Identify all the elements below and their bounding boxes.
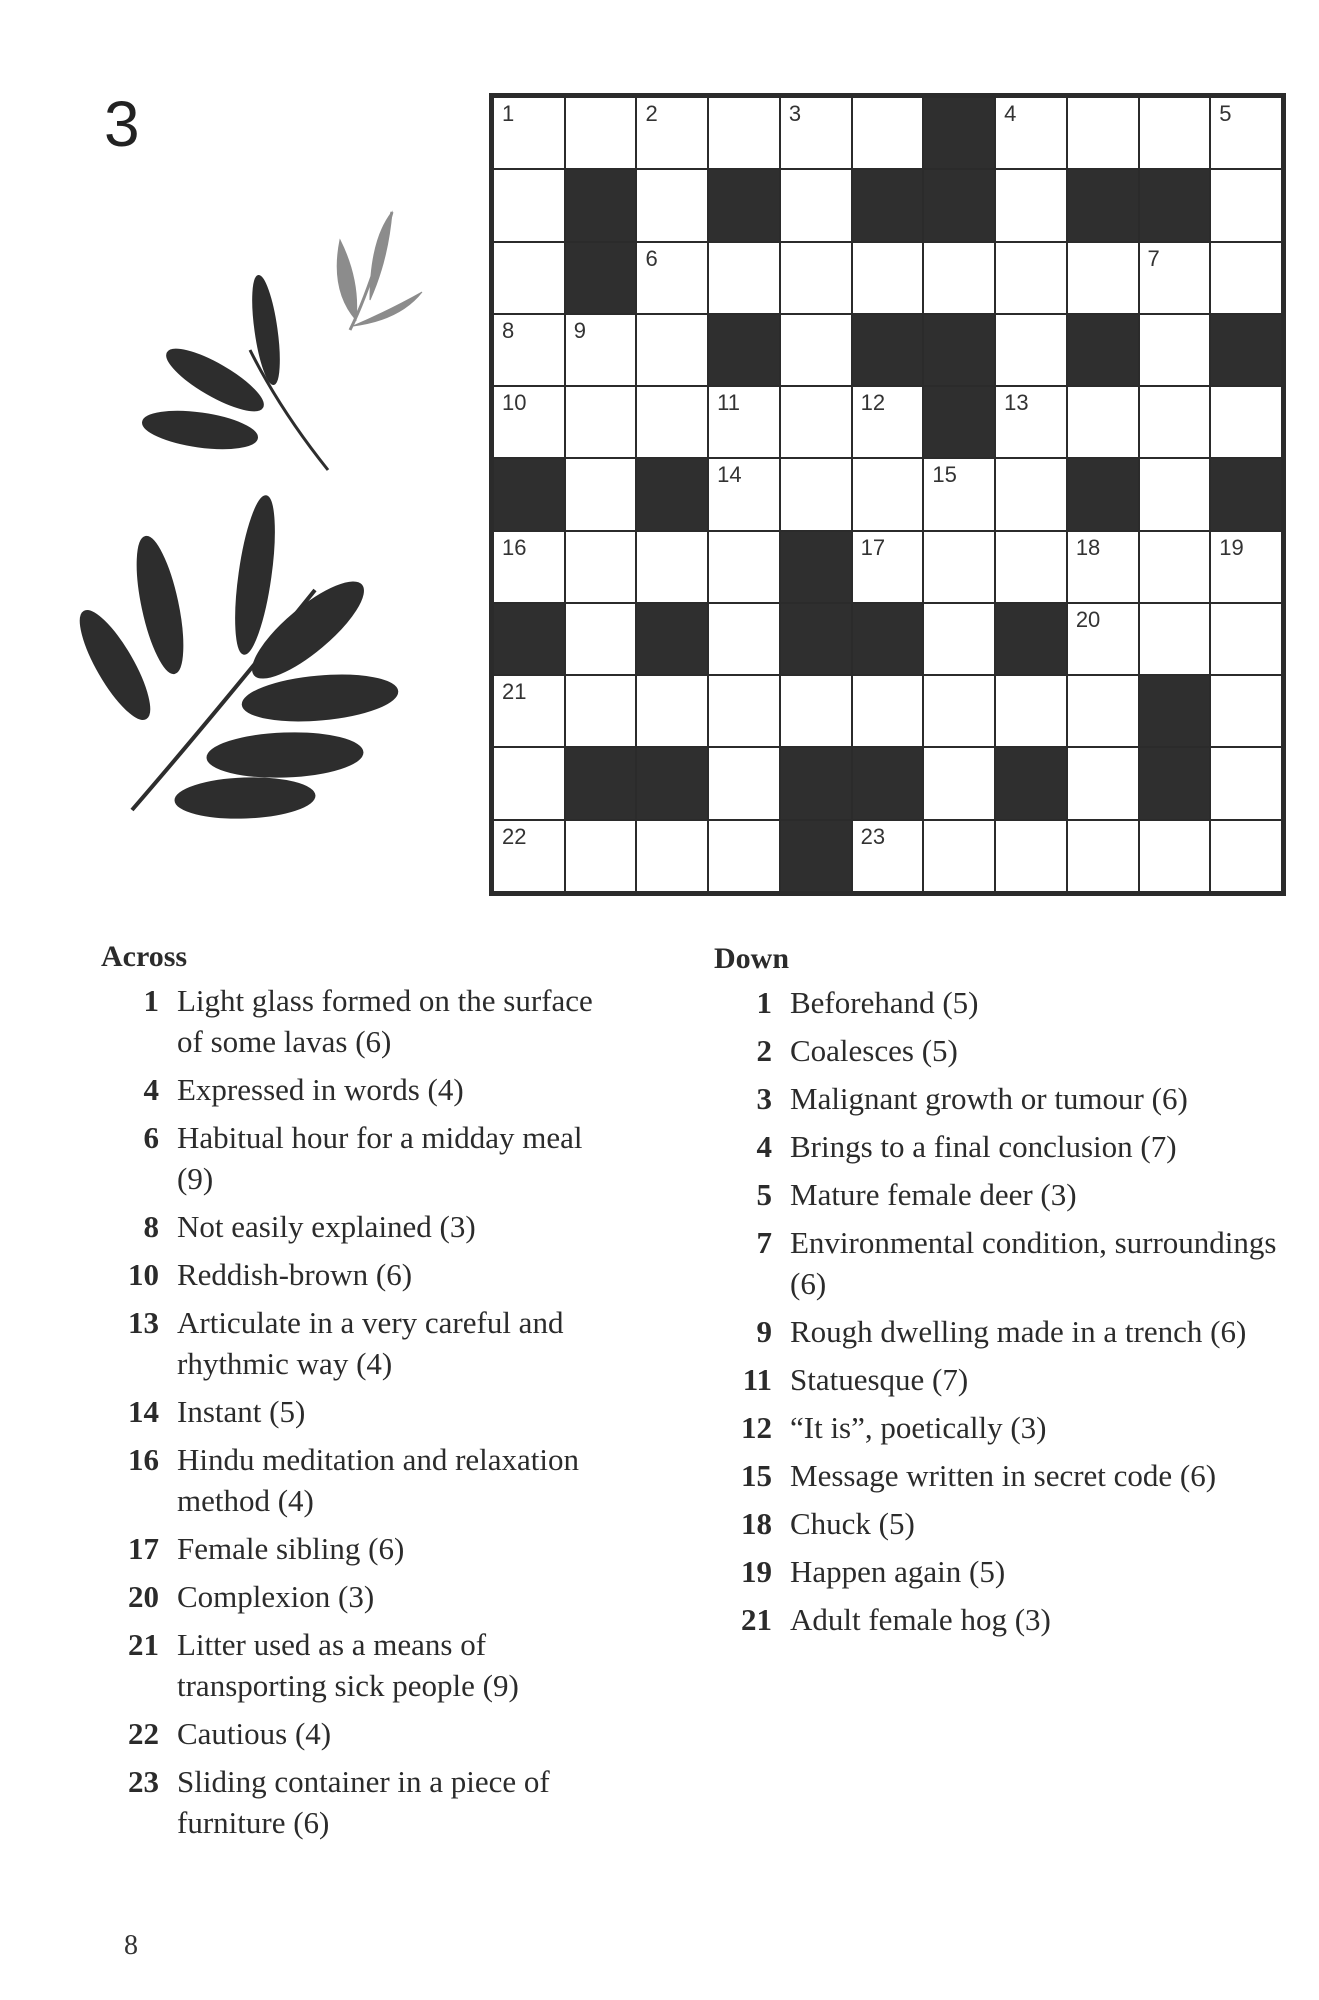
cell-number: 22 [502, 823, 527, 849]
grid-cell-blocked [565, 747, 637, 819]
grid-cell[interactable] [1067, 747, 1139, 819]
clue-item [101, 1302, 601, 1384]
grid-cell-blocked [923, 386, 995, 458]
clue-text: Not easily explained (3) [177, 1209, 476, 1244]
small-branch-icon [140, 274, 328, 470]
grid-cell[interactable] [708, 531, 780, 603]
clue-item [714, 1407, 1284, 1448]
cell-number: 16 [502, 534, 527, 560]
clue-item [101, 1528, 601, 1569]
grid-cell-blocked [780, 531, 852, 603]
clue-text: Complexion (3) [177, 1579, 375, 1614]
grid-cell[interactable] [995, 675, 1067, 747]
clue-text: Sliding container in a piece of furniture (6) [177, 1764, 550, 1840]
grid-cell-blocked [852, 169, 924, 241]
grid-cell[interactable] [780, 242, 852, 314]
grid-cell[interactable] [923, 242, 995, 314]
grey-sprig-icon [337, 212, 422, 330]
leaf-illustration [70, 200, 450, 820]
clue-item [101, 1576, 601, 1617]
grid-cell-blocked [852, 314, 924, 386]
grid-cell[interactable] [708, 97, 780, 169]
clue-item [714, 1126, 1284, 1167]
clue-item [714, 1503, 1284, 1544]
grid-cell-blocked [1139, 169, 1211, 241]
grid-cell[interactable] [1210, 675, 1282, 747]
grid-cell[interactable] [1139, 97, 1211, 169]
grid-cell-blocked [1139, 675, 1211, 747]
clue-text: Coalesces (5) [790, 1033, 958, 1068]
grid-cell-blocked [1210, 458, 1282, 530]
grid-cell[interactable] [636, 675, 708, 747]
grid-cell-blocked [780, 820, 852, 892]
grid-cell[interactable] [780, 314, 852, 386]
clue-item [714, 1222, 1284, 1304]
large-branch-icon [70, 494, 400, 820]
crossword-grid [489, 93, 1286, 896]
grid-cell-blocked [708, 169, 780, 241]
clue-number: 20 [128, 1579, 159, 1614]
cell-number: 4 [1004, 101, 1017, 126]
grid-cell[interactable] [1210, 97, 1282, 169]
grid-cell[interactable] [995, 242, 1067, 314]
clue-item [714, 1551, 1284, 1592]
grid-cell[interactable] [493, 531, 565, 603]
grid-cell[interactable] [1067, 820, 1139, 892]
across-heading: Across [101, 940, 188, 973]
grid-cell[interactable] [923, 458, 995, 530]
clue-text: Hindu meditation and relaxation method (4) [177, 1442, 580, 1518]
clue-text: Beforehand (5) [790, 985, 979, 1020]
grid-cell[interactable] [493, 675, 565, 747]
grid-cell-blocked [852, 747, 924, 819]
clue-number: 8 [143, 1209, 159, 1244]
clue-number: 9 [756, 1314, 772, 1349]
clue-number: 12 [741, 1410, 772, 1445]
grid-cell[interactable] [1067, 242, 1139, 314]
clue-number: 19 [741, 1554, 772, 1589]
clue-text: Statuesque (7) [790, 1362, 969, 1397]
clue-number: 5 [756, 1177, 772, 1212]
grid-cell[interactable] [1210, 603, 1282, 675]
clue-text: Cautious (4) [177, 1716, 332, 1751]
clue-text: Female sibling (6) [177, 1531, 405, 1566]
clue-number: 11 [742, 1362, 772, 1397]
grid-cell[interactable] [995, 97, 1067, 169]
grid-cell[interactable] [852, 820, 924, 892]
grid-cell-blocked [1067, 458, 1139, 530]
clue-item [101, 1206, 601, 1247]
clue-number: 21 [128, 1627, 159, 1662]
clue-number: 22 [128, 1716, 159, 1751]
grid-cell[interactable] [1210, 820, 1282, 892]
grid-cell[interactable] [1067, 675, 1139, 747]
clue-item [714, 1455, 1284, 1496]
grid-cell-blocked [708, 314, 780, 386]
grid-cell-blocked [1067, 314, 1139, 386]
grid-cell[interactable] [708, 458, 780, 530]
clue-item [714, 1599, 1284, 1640]
cell-number: 18 [1075, 534, 1101, 560]
clue-text: Rough dwelling made in a trench (6) [790, 1314, 1247, 1349]
cell-number: 11 [717, 390, 741, 416]
grid-cell[interactable] [708, 242, 780, 314]
clue-number: 4 [756, 1129, 772, 1164]
grid-cell[interactable] [1139, 603, 1211, 675]
clue-text: “It is”, poetically (3) [790, 1410, 1047, 1445]
cell-number: 8 [502, 317, 515, 343]
grid-cell-blocked [923, 169, 995, 241]
clue-number: 2 [756, 1033, 772, 1068]
clue-number: 13 [128, 1305, 159, 1340]
clue-number: 7 [756, 1225, 772, 1260]
grid-cell[interactable] [1139, 458, 1211, 530]
clue-number: 16 [128, 1442, 159, 1477]
grid-cell[interactable] [708, 820, 780, 892]
clue-text: Environmental condition, surroundings (6) [790, 1225, 1277, 1301]
clue-text: Reddish-brown (6) [177, 1257, 413, 1292]
clue-number: 4 [143, 1072, 159, 1107]
clue-number: 10 [128, 1257, 159, 1292]
cell-number: 21 [502, 679, 527, 705]
cell-number: 13 [1004, 390, 1029, 416]
grid-cell[interactable] [708, 747, 780, 819]
cell-number: 2 [645, 101, 658, 126]
grid-cell[interactable] [995, 531, 1067, 603]
grid-cell-blocked [852, 603, 924, 675]
grid-cell[interactable] [1139, 386, 1211, 458]
grid-cell[interactable] [1210, 386, 1282, 458]
grid-cell[interactable] [1067, 603, 1139, 675]
grid-cell[interactable] [708, 386, 780, 458]
grid-cell[interactable] [1067, 97, 1139, 169]
grid-cell[interactable] [1210, 531, 1282, 603]
page-number: 8 [124, 1930, 138, 1961]
grid-cell[interactable] [852, 97, 924, 169]
grid-cell[interactable] [1210, 747, 1282, 819]
grid-cell[interactable] [1210, 169, 1282, 241]
grid-cell[interactable] [852, 242, 924, 314]
clue-item [101, 1391, 601, 1432]
grid-cell[interactable] [565, 603, 637, 675]
clue-item [101, 1254, 601, 1295]
grid-cell[interactable] [780, 675, 852, 747]
clue-item [714, 1359, 1284, 1400]
grid-cell[interactable] [995, 386, 1067, 458]
grid-cell-blocked [493, 458, 565, 530]
grid-cell-blocked [780, 603, 852, 675]
grid-cell[interactable] [995, 169, 1067, 241]
grid-cell[interactable] [636, 820, 708, 892]
clue-item [714, 1078, 1284, 1119]
clue-number: 6 [143, 1120, 159, 1155]
grid-cell[interactable] [708, 603, 780, 675]
clue-item [101, 1117, 601, 1199]
grid-cell[interactable] [995, 458, 1067, 530]
clue-item [101, 1069, 601, 1110]
clue-number: 18 [741, 1506, 772, 1541]
grid-cell[interactable] [923, 603, 995, 675]
grid-cell[interactable] [1139, 820, 1211, 892]
grid-cell[interactable] [493, 97, 565, 169]
grid-cell[interactable] [1067, 531, 1139, 603]
cell-number: 17 [860, 534, 886, 560]
grid-cell[interactable] [780, 386, 852, 458]
grid-cell[interactable] [493, 820, 565, 892]
grid-cell[interactable] [1210, 242, 1282, 314]
grid-cell[interactable] [923, 531, 995, 603]
clue-text: Message written in secret code (6) [790, 1458, 1217, 1493]
clue-text: Instant (5) [177, 1394, 306, 1429]
cell-number: 10 [502, 390, 527, 416]
clue-item [101, 1439, 601, 1521]
grid-cell[interactable] [636, 314, 708, 386]
clue-item [714, 982, 1284, 1023]
grid-cell[interactable] [923, 747, 995, 819]
cell-number: 14 [717, 462, 742, 488]
clue-number: 14 [128, 1394, 159, 1429]
clue-text: Habitual hour for a midday meal (9) [177, 1120, 583, 1196]
grid-cell[interactable] [995, 314, 1067, 386]
grid-cell[interactable] [565, 820, 637, 892]
grid-cell-blocked [923, 97, 995, 169]
grid-cell[interactable] [852, 386, 924, 458]
grid-cell[interactable] [493, 314, 565, 386]
grid-cell[interactable] [493, 169, 565, 241]
grid-cell-blocked [1139, 747, 1211, 819]
grid-cell[interactable] [708, 675, 780, 747]
clue-text: Happen again (5) [790, 1554, 1006, 1589]
clue-item [101, 1713, 601, 1754]
grid-cell-blocked [493, 603, 565, 675]
grid-cell[interactable] [923, 820, 995, 892]
clue-number: 3 [756, 1081, 772, 1116]
cell-number: 15 [932, 462, 957, 488]
grid-cell-blocked [923, 314, 995, 386]
grid-cell[interactable] [636, 97, 708, 169]
cell-number: 12 [860, 390, 886, 416]
grid-cell[interactable] [493, 747, 565, 819]
clue-text: Articulate in a very careful and rhythmic way (4) [177, 1305, 564, 1381]
cell-number: 3 [788, 101, 802, 126]
grid-cell[interactable] [565, 97, 637, 169]
cell-number: 20 [1075, 606, 1101, 632]
grid-cell[interactable] [565, 458, 637, 530]
clue-text: Litter used as a means of transporting sick people (9) [177, 1627, 519, 1703]
grid-cell-blocked [636, 458, 708, 530]
clue-item [714, 1311, 1284, 1352]
across-clues [101, 940, 601, 1850]
grid-cell[interactable] [636, 242, 708, 314]
grid-cell[interactable] [1067, 386, 1139, 458]
grid-cell[interactable] [780, 169, 852, 241]
cell-number: 5 [1219, 101, 1232, 126]
grid-cell[interactable] [565, 314, 637, 386]
cell-number: 9 [573, 317, 586, 343]
clue-text: Brings to a final conclusion (7) [790, 1129, 1177, 1164]
puzzle-number: 3 [104, 88, 140, 160]
grid-cell[interactable] [565, 675, 637, 747]
clue-number: 17 [128, 1531, 159, 1566]
down-clues [714, 942, 1284, 1647]
grid-cell-blocked [780, 747, 852, 819]
grid-cell[interactable] [852, 531, 924, 603]
grid-cell-blocked [995, 747, 1067, 819]
grid-cell[interactable] [1139, 314, 1211, 386]
clue-text: Malignant growth or tumour (6) [790, 1081, 1188, 1116]
grid-cell[interactable] [1139, 242, 1211, 314]
clue-text: Mature female deer (3) [790, 1177, 1077, 1212]
grid-cell[interactable] [565, 386, 637, 458]
clue-text: Chuck (5) [790, 1506, 915, 1541]
grid-cell-blocked [1067, 169, 1139, 241]
clue-number: 23 [128, 1764, 159, 1799]
clue-number: 15 [741, 1458, 772, 1493]
grid-cell[interactable] [636, 386, 708, 458]
grid-cell-blocked [1210, 314, 1282, 386]
clue-number: 1 [756, 985, 772, 1020]
cell-number: 1 [502, 101, 515, 126]
grid-cell-blocked [636, 603, 708, 675]
cell-number: 6 [645, 245, 658, 271]
grid-cell[interactable] [995, 820, 1067, 892]
down-heading: Down [714, 942, 790, 975]
grid-cell[interactable] [565, 531, 637, 603]
grid-cell[interactable] [852, 675, 924, 747]
grid-cell[interactable] [780, 97, 852, 169]
grid-cell[interactable] [636, 531, 708, 603]
grid-cell[interactable] [1139, 531, 1211, 603]
grid-cell[interactable] [636, 169, 708, 241]
grid-cell-blocked [565, 169, 637, 241]
grid-cell-blocked [636, 747, 708, 819]
clue-number: 1 [143, 983, 159, 1018]
grid-cell-blocked [565, 242, 637, 314]
clue-item [714, 1030, 1284, 1071]
grid-cell[interactable] [493, 386, 565, 458]
cell-number: 19 [1219, 534, 1244, 560]
grid-cell[interactable] [852, 458, 924, 530]
clue-number: 21 [741, 1602, 772, 1637]
clue-text: Light glass formed on the surface of some lavas (6) [177, 983, 593, 1059]
grid-cell[interactable] [780, 458, 852, 530]
cell-number: 23 [860, 823, 886, 849]
cell-number: 7 [1147, 245, 1160, 271]
clue-item [714, 1174, 1284, 1215]
clue-item [101, 980, 601, 1062]
clue-item [101, 1761, 601, 1843]
grid-cell[interactable] [493, 242, 565, 314]
clue-text: Expressed in words (4) [177, 1072, 464, 1107]
clue-item [101, 1624, 601, 1706]
grid-cell[interactable] [923, 675, 995, 747]
grid-cell-blocked [995, 603, 1067, 675]
clue-text: Adult female hog (3) [790, 1602, 1051, 1637]
